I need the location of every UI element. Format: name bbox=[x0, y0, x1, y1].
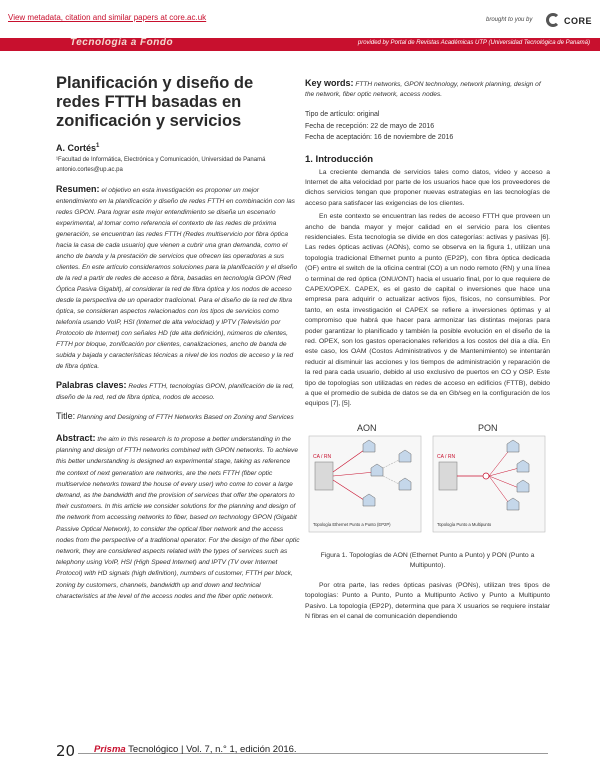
article-title: Planificación y diseño de redes FTTH basadas en zonificación y servicios bbox=[56, 74, 254, 130]
pon-co-box bbox=[439, 462, 457, 490]
intro-paragraph-3: Por otra parte, las redes ópticas pasivas (PONs), utilizan tres tipos de topologías: Punto a Punto, Punto a Multipunto Activo y Punto a Multipunto Pasivo. La topología (EP2P), determina que para X usuarios se requiere instalar N fibras en el canal de comunicación dependiendo bbox=[305, 581, 550, 621]
core-logo[interactable] bbox=[538, 9, 598, 31]
section-label: Tecnología a Fondo bbox=[70, 37, 174, 48]
resumen-label: Resumen: bbox=[56, 184, 100, 194]
abstract-text: the aim in this research is to propose a better understanding in the planning and design of FTTH networks combined with GPON networks. To achieve this better understanding is designed an experimental stage, taking as reference the context of next generation are networks, are the nets FTTH (fiber optic multiservice networks toward the house of every user) who come to cover a large demand, as the bandwidth and the provision of services that offer the operators to their customers. In this article we consider solutions for the planning and design of the network from accessing networks to fiber, based on technology GPON (Gigabit Passive Optical Network), to consider the optical fiber network and the access nodes from the perspective of a traditional operator. For the design of the fiber optic network, they are considered aspects related with the types of services such as telephony using VoIP, HSI (High Speed Internet) and IPTV (TV over Internet Protocol) with HD signals (high definition), numbers of customer, FTTH per block, zoning by customers, channels, bandwidth up and down and technical characteristics at the level of the access nodes and the fiber optic network. bbox=[56, 436, 300, 600]
core-metadata-link[interactable]: View metadata, citation and similar papers at core.ac.uk bbox=[8, 13, 207, 22]
author bbox=[56, 143, 300, 153]
abstract-label: Abstract: bbox=[56, 433, 96, 443]
intro-heading: 1. Introducción bbox=[305, 153, 374, 165]
article-meta bbox=[305, 109, 550, 144]
key-words-label: Key words: bbox=[305, 78, 354, 88]
core-logo-icon bbox=[546, 13, 560, 27]
article-type: Tipo de artículo: original bbox=[305, 111, 380, 118]
received-date: Fecha de recepción: 22 de mayo de 2016 bbox=[305, 122, 435, 130]
intro-paragraph-1: La creciente demanda de servicios tales como datos, video y acceso a Internet de alta velocidad por parte de los usuarios hace que los proveedores de dichos servicios tengan que proponer nuevas estrategias en las tecnologías de acceso para satisfacer las exigencias de los clientes. bbox=[305, 168, 550, 207]
journal-brand: Prisma bbox=[94, 744, 126, 755]
accepted-date: Fecha de aceptación: 16 de noviembre de 2016 bbox=[305, 134, 454, 141]
core-logo-text: CORE bbox=[564, 16, 593, 26]
page-number: 20 bbox=[56, 742, 76, 760]
key-words bbox=[305, 78, 550, 100]
english-title bbox=[56, 411, 300, 423]
intro-paragraph-2: En este contexto se encuentran las redes de acceso FTTH que proveen un ancho de banda mayor y mejor calidad en el servicio para los clientes residenciales. Esta tecnología se divide en dos categorías: activas y pasivas [6]. Las redes ópticas activas (AONs), como se observa en la figura 1, utilizan una topología tradicional Ethernet punto a punto (EP2P), con fibra óptica dedicada (OF) entre el switch de la oficina central (CO) a un nodo remoto (RN) y una línea o terminal de red óptica (ONU/ONT) hacia el usuario final, por lo que requiere de CAPEX/OPEX. CAPEX, es el gasto de capital o inversiones que hace una empresa para adquirir o actualizar activos fijos, físicos, no consumibles. Por tanto, en esta investigación el CAPEX se refiere a inversiones óptimas y al compromiso que habrá que hacer para armonizar las distintas mejoras para poder garantizar lo planificado y también la posible evolución en el diseño de la red. OPEX, son los gastos operacionales referidos a los costos del día a día. En este caso, los OAM (Costos Administrativos y de Mantenimiento) se intentarán reducir al disminuir las acciones y los tiempos de administración y reparación de la red para cada usuario, debido al uso exclusivo de puertos en CO y OSP. Este tipo de topologías son utilizadas en redes de acceso en edificios (FTTB), debido a que el promedio de subida de datos se da en Gb/seg en la configuración de los equipos [7], [5]. bbox=[305, 213, 550, 408]
figure-1-caption: Figura 1. Topologías de AON (Ethernet Punto a Punto) y PON (Punto a Multipunto). bbox=[320, 551, 535, 569]
pon-subtitle: Topología Punto a Multipunto bbox=[437, 521, 492, 527]
figure-1 bbox=[305, 422, 550, 544]
aon-co-box bbox=[315, 462, 333, 490]
aon-co-label: CA / RN bbox=[313, 453, 332, 460]
resumen-text: el objetivo en esta investigación es proponer un mejor entendimiento en la planificación y diseño de redes FTTH en combinación con las redes GPON. Para lograr este mejor entendimiento se diseña un escenario experimental, al tomar como referencia el contexto de las redes de próxima generación, se encuentran las redes FTTH (Redes multiservicio por fibra óptica hacia la casa de cada usuario) que vienen a cubrir una gran demanda, como el ancho de banda y la prestación de servicios que ofrecen las operadoras a sus clientes. En este artículo consideramos soluciones para la planificación y el diseño de la red a partir de redes de acceso a fibra, basadas en tecnología GPON (Red Óptica Pasiva Gigabit), al considerar la red de fibra óptica y los nodos de acceso desde la perspectiva de un operador tradicional. Para el diseño de la red de fibra óptica, se consideran aspectos relacionados con los tipos de servicios como telefonía usando VoIP, HSI (Internet de alta velocidad) y IPTV (Televisión por Protocolo de Internet) con señales HD (de alta definición), números de clientes, FTTH por bloque, zonificación por clientes, canalizaciones, ancho de banda de subida y bajada y características técnicas a nivel de los nodos de acceso y la red de fibra óptica. bbox=[56, 187, 298, 370]
aon-title: AON bbox=[357, 422, 377, 433]
author-email[interactable]: antonio.cortes@up.ac.pa bbox=[56, 167, 123, 173]
english-abstract bbox=[56, 433, 300, 602]
resumen bbox=[56, 184, 300, 372]
core-banner bbox=[0, 0, 600, 40]
pon-splitter-icon bbox=[483, 473, 489, 479]
aon-subtitle: Topología Ethernet Punto a Punto (EP2P) bbox=[313, 521, 391, 527]
palabras-text: Redes FTTH, tecnologías GPON, planificación de la red, diseño de la red, red de fibra óptica, nodos de acceso. bbox=[56, 383, 295, 401]
brought-by-label: brought to you by bbox=[486, 17, 533, 23]
journal-issue: Tecnológico | Vol. 7, n.° 1, edición 2016. bbox=[125, 744, 297, 755]
right-column bbox=[305, 78, 550, 622]
left-column bbox=[56, 74, 300, 602]
author-name: A. Cortés bbox=[56, 143, 97, 153]
section-band bbox=[0, 38, 600, 51]
palabras-claves bbox=[56, 380, 300, 403]
palabras-label: Palabras claves: bbox=[56, 380, 127, 390]
english-title-text: Planning and Designing of FTTH Networks Based on Zoning and Services bbox=[75, 414, 294, 421]
figure-1-diagram bbox=[305, 422, 550, 544]
pon-title: PON bbox=[478, 422, 498, 433]
key-words-text: FTTH networks, GPON technology, network planning, design of the network, fiber optic network, access nodes. bbox=[305, 81, 541, 98]
affiliation: ¹Facultad de Informática, Electrónica y Comunicación, Universidad de Panamá bbox=[56, 157, 266, 163]
author-sup: 1 bbox=[96, 143, 100, 149]
journal-citation bbox=[94, 744, 297, 755]
pon-co-label: CA / RN bbox=[437, 453, 456, 460]
page-footer bbox=[56, 742, 556, 762]
english-title-label: Title: bbox=[56, 411, 76, 421]
provided-by-label[interactable]: provided by Portal de Revistas Académicas UTP (Universidad Tecnológica de Panamá) bbox=[357, 40, 590, 46]
